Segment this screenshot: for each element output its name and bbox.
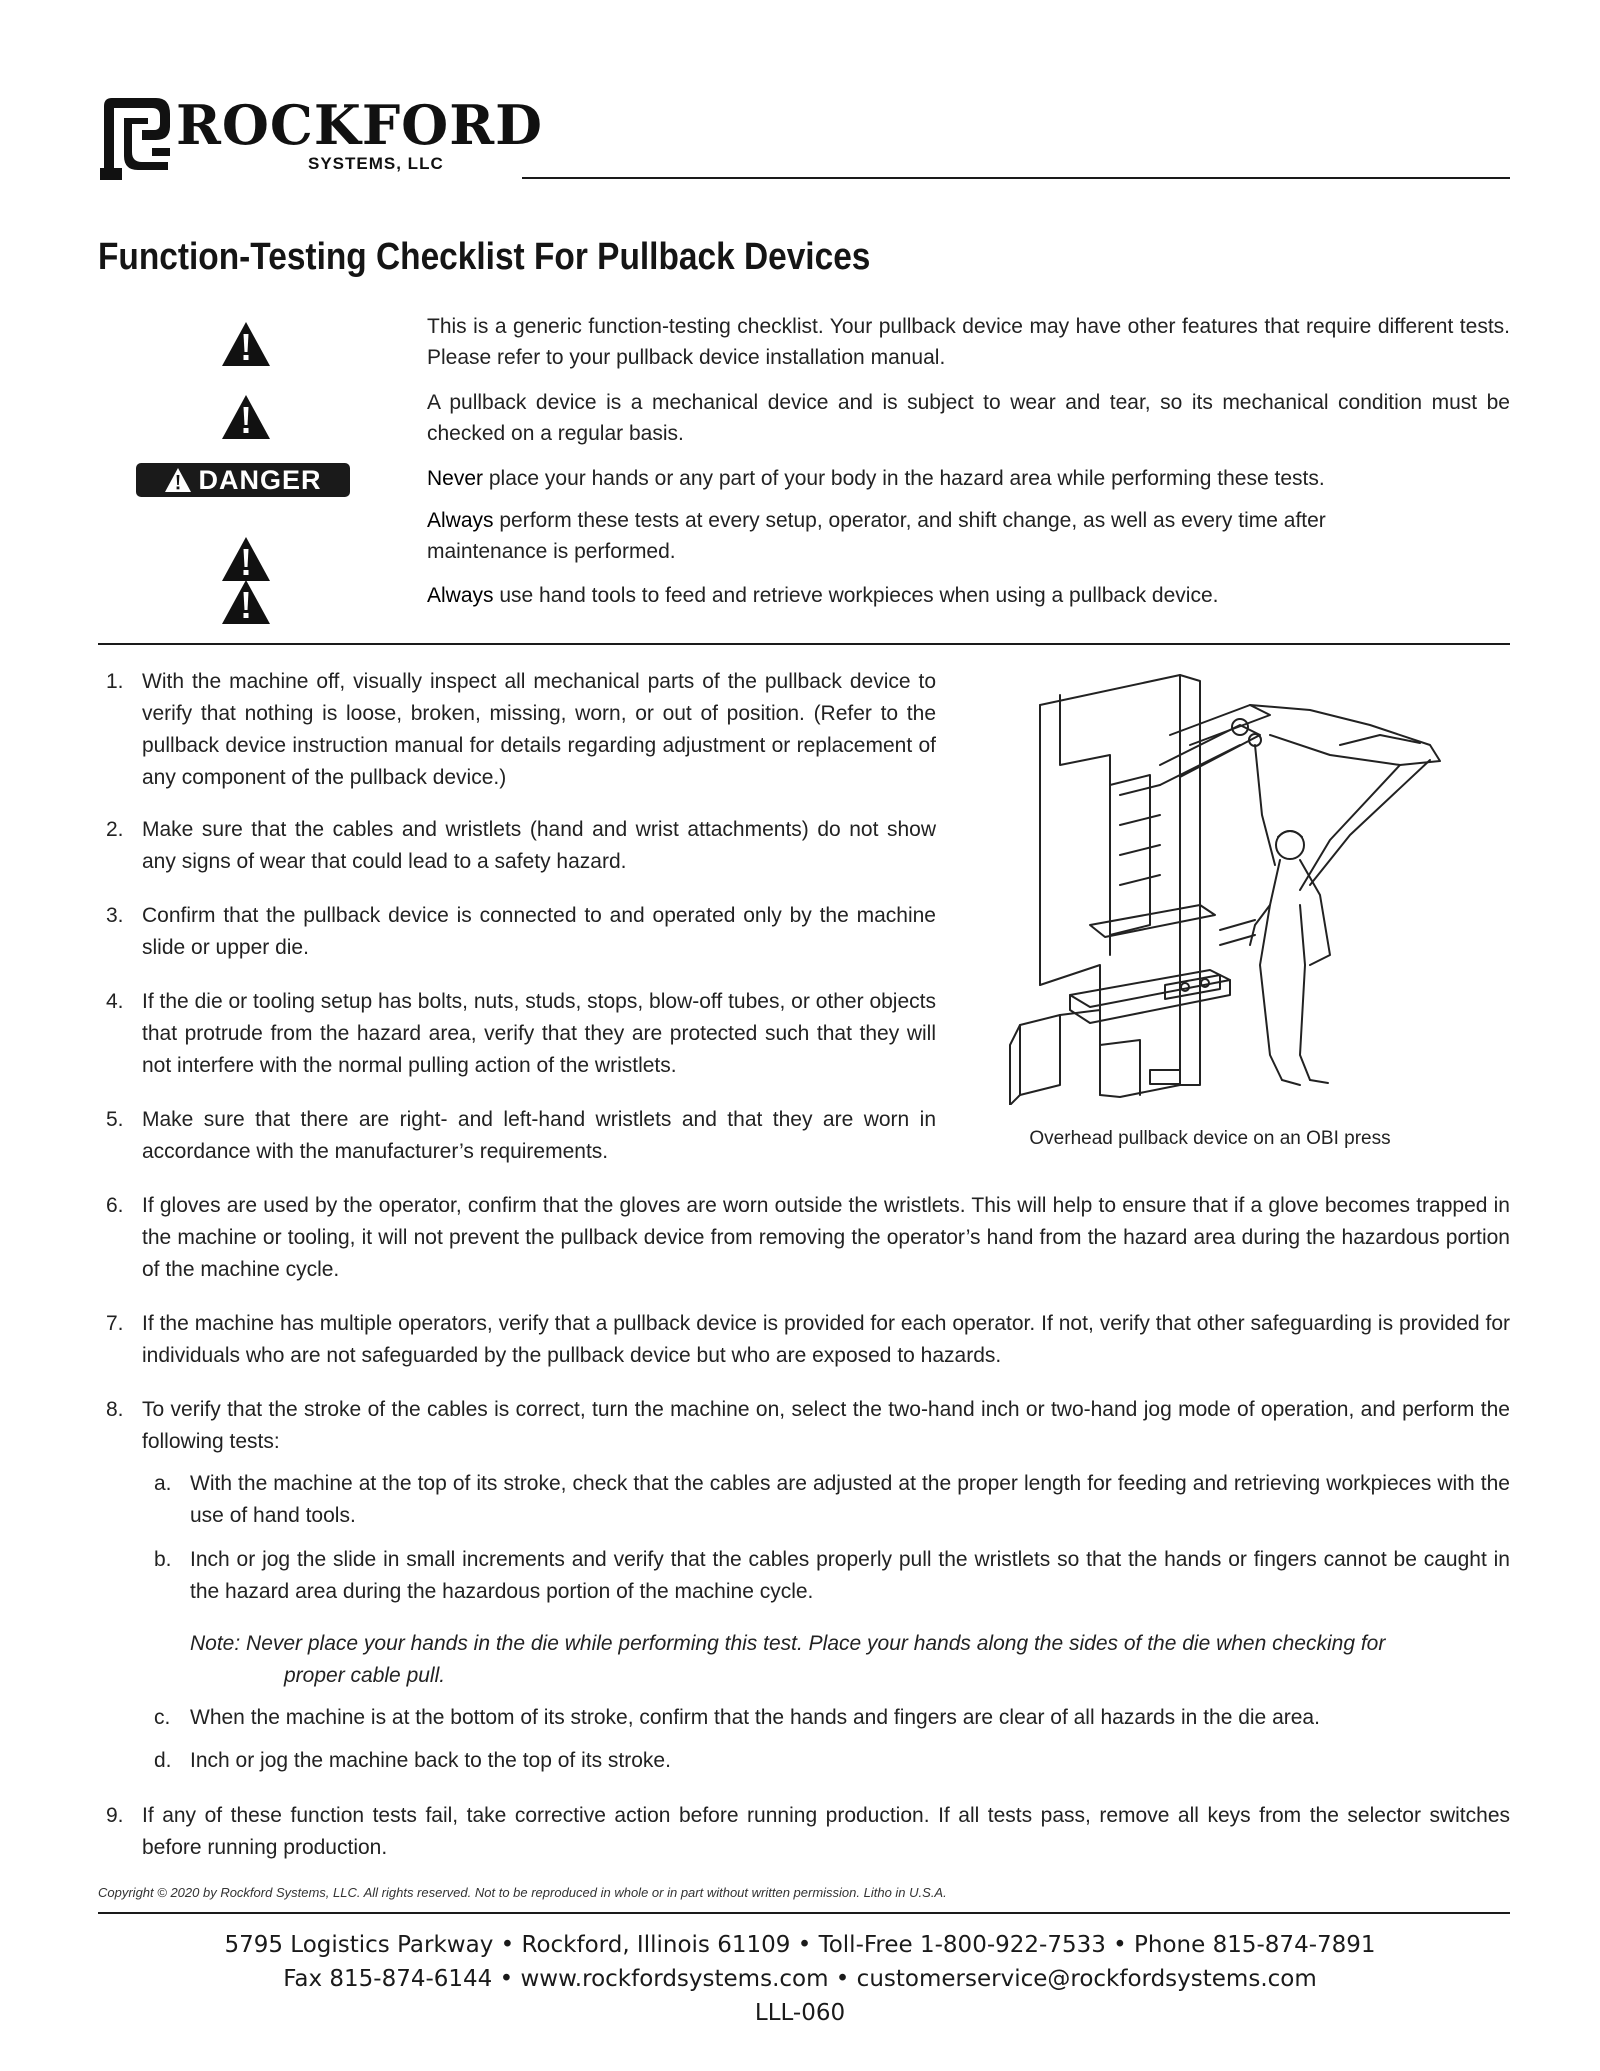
item-number: 4. bbox=[106, 990, 124, 1013]
subitem-letter: c. bbox=[154, 1706, 171, 1729]
checklist-item bbox=[106, 666, 936, 796]
checklist-item bbox=[106, 1800, 1510, 1864]
danger-badge bbox=[136, 463, 350, 497]
checklist-item bbox=[106, 814, 936, 878]
item-text: If the die or tooling setup has bolts, nuts, studs, stops, blow-off tubes, or other objects that protrude from the hazard area, verify that they are protected such that they will not interfere with the normal pulling action of the wristlets. bbox=[142, 990, 936, 1077]
item-number: 8. bbox=[106, 1398, 124, 1421]
item-text: Make sure that the cables and wristlets (hand and wrist attachments) do not show any signs of wear that could lead to a safety hazard. bbox=[142, 818, 936, 873]
page-title: Function-Testing Checklist For Pullback Devices bbox=[98, 236, 871, 278]
subitem-text: With the machine at the top of its stroke, check that the cables are adjusted at the proper length for feeding and retrieving workpieces with the use of hand tools. bbox=[190, 1472, 1510, 1527]
press-illustration bbox=[1000, 665, 1450, 1105]
company-logo bbox=[98, 93, 543, 186]
subitem-text: Inch or jog the slide in small increments and verify that the cables properly pull the wristlets so that the hands or fingers cannot be caught in the hazard area during the hazardous portion of the machine cycle. bbox=[190, 1548, 1510, 1603]
item-text: If any of these function tests fail, take corrective action before running production. If all tests pass, remove all keys from the selector switches before running production. bbox=[142, 1804, 1510, 1859]
emphasis-always: Always bbox=[427, 509, 494, 532]
danger-warning-icon bbox=[164, 467, 192, 493]
item-text: Make sure that there are right- and left-hand wristlets and that they are worn in accordance with the manufacturer’s requirements. bbox=[142, 1108, 936, 1163]
intro-text: place your hands or any part of your body in the hazard area while performing these tests. bbox=[483, 467, 1325, 490]
header-divider bbox=[522, 177, 1510, 179]
subitem-text: When the machine is at the bottom of its stroke, confirm that the hands and fingers are clear of all hazards in the die area. bbox=[190, 1706, 1320, 1729]
checklist-subitem bbox=[154, 1702, 1510, 1734]
subitem-letter: d. bbox=[154, 1749, 172, 1772]
note-line: proper cable pull. bbox=[284, 1664, 446, 1687]
intro-paragraph bbox=[427, 580, 1510, 611]
checklist-item bbox=[106, 900, 936, 964]
item-text: To verify that the stroke of the cables is correct, turn the machine on, select the two-hand inch or two-hand jog mode of operation, and perform the following tests: bbox=[142, 1398, 1510, 1453]
item-number: 6. bbox=[106, 1194, 124, 1217]
note-line: Note: Never place your hands in the die while performing this test. Place your hands along the sides of the die when checking for bbox=[190, 1632, 1386, 1655]
footer-address: 5795 Logistics Parkway • Rockford, Illinois 61109 • Toll-Free 1-800-922-7533 • Phone 815-874-7891 bbox=[224, 1932, 1376, 1958]
copyright-notice: Copyright © 2020 by Rockford Systems, LLC. All rights reserved. Not to be reproduced in whole or in part without written permission. Litho in U.S.A. bbox=[98, 1885, 947, 1900]
brand-subtitle: SYSTEMS, LLC bbox=[308, 154, 444, 173]
item-number: 7. bbox=[106, 1312, 124, 1335]
warning-icon bbox=[220, 393, 272, 441]
section-divider bbox=[98, 643, 1510, 645]
intro-text: use hand tools to feed and retrieve workpieces when using a pullback device. bbox=[493, 584, 1219, 607]
checklist-item bbox=[106, 1308, 1510, 1372]
warning-icon bbox=[220, 578, 272, 626]
checklist-subitem bbox=[154, 1745, 1510, 1777]
danger-label: DANGER bbox=[198, 464, 322, 495]
checklist-subitem bbox=[154, 1544, 1510, 1608]
item-text: Confirm that the pullback device is connected to and operated only by the machine slide or upper die. bbox=[142, 904, 936, 959]
intro-paragraph: A pullback device is a mechanical device and is subject to wear and tear, so its mechanical condition must be checked on a regular basis. bbox=[427, 391, 1510, 445]
checklist-item bbox=[106, 1104, 936, 1168]
emphasis-always: Always bbox=[427, 584, 494, 607]
subitem-letter: a. bbox=[154, 1472, 172, 1495]
intro-paragraph: This is a generic function-testing checklist. Your pullback device may have other features that require different tests. Please refer to your pullback device installation manual. bbox=[427, 315, 1510, 369]
item-number: 5. bbox=[106, 1108, 124, 1131]
subitem-text: Inch or jog the machine back to the top of its stroke. bbox=[190, 1749, 671, 1772]
subitem-letter: b. bbox=[154, 1548, 172, 1571]
checklist-subitem bbox=[154, 1468, 1510, 1532]
item-number: 1. bbox=[106, 670, 124, 693]
brand-name: ROCKFORD bbox=[176, 93, 543, 157]
emphasis-never: Never bbox=[427, 467, 484, 490]
logo-mark-icon bbox=[98, 96, 178, 182]
item-number: 3. bbox=[106, 904, 124, 927]
item-text: If the machine has multiple operators, verify that a pullback device is provided for each operator. If not, verify that other safeguarding is provided for individuals who are not safeguarded by the pullback device but who are exposed to hazards. bbox=[142, 1312, 1510, 1367]
checklist-item bbox=[106, 986, 936, 1082]
document-code: LLL-060 bbox=[754, 2000, 846, 2026]
checklist-item bbox=[106, 1394, 1510, 1458]
warning-icon bbox=[220, 320, 272, 368]
footer-divider bbox=[98, 1912, 1510, 1914]
checklist-item bbox=[106, 1190, 1510, 1286]
item-number: 2. bbox=[106, 818, 124, 841]
intro-text: perform these tests at every setup, operator, and shift change, as well as every time after maintenance is performed. bbox=[427, 509, 1326, 563]
intro-paragraph bbox=[427, 463, 1510, 494]
figure-caption: Overhead pullback device on an OBI press bbox=[1029, 1128, 1391, 1149]
item-text: If gloves are used by the operator, confirm that the gloves are worn outside the wristlets. This will help to ensure that if a glove becomes trapped in the machine or tooling, it will not prevent the pullback device from removing the operator’s hand from the hazard area during the hazardous portion of the machine cycle. bbox=[142, 1194, 1510, 1281]
item-number: 9. bbox=[106, 1804, 124, 1827]
item-text: With the machine off, visually inspect all mechanical parts of the pullback device to verify that nothing is loose, broken, missing, worn, or out of position. (Refer to the pullback device instruction manual for details regarding adjustment or replacement of any component of the pullback device.) bbox=[142, 670, 936, 789]
warning-icon bbox=[220, 535, 272, 583]
footer-contact: Fax 815-874-6144 • www.rockfordsystems.com • customerservice@rockfordsystems.com bbox=[283, 1966, 1317, 1992]
intro-paragraph bbox=[427, 505, 1427, 567]
